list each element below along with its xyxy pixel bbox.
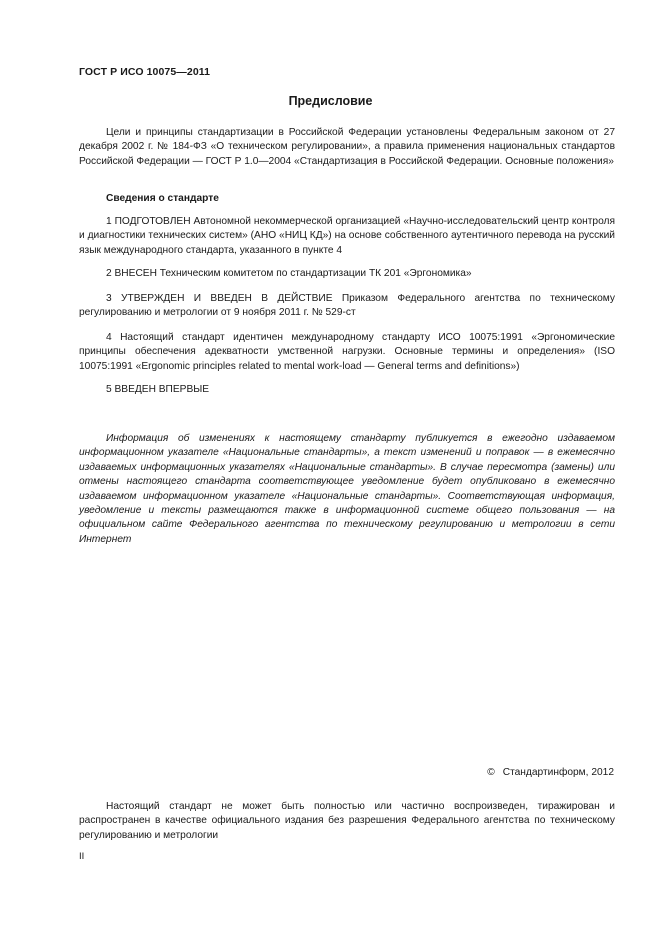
copyright-symbol: © bbox=[487, 767, 495, 778]
page-title: Предисловие bbox=[288, 94, 373, 108]
standard-info-item-1: 1 ПОДГОТОВЛЕН Автономной некоммерческой организацией «Научно-исследовательский центр контроля и диагностики технических систем» (АНО «НИЦ КД») на основе собственного аутентичного перевода на русский язык международного стандарта, указанного в пункте 4 bbox=[79, 216, 615, 256]
standard-info-item-2: 2 ВНЕСЕН Техническим комитетом по стандартизации ТК 201 «Эргономика» bbox=[106, 268, 472, 279]
rights-notice-paragraph: Настоящий стандарт не может быть полностью или частично воспроизведен, тиражирован и распространен в качестве официального издания без разрешения Федерального агентства по техническому регулированию и метрологии bbox=[79, 801, 615, 841]
standard-info-item-3: 3 УТВЕРЖДЕН И ВВЕДЕН В ДЕЙСТВИЕ Приказом Федерального агентства по техническому регулированию и метрологии от 9 ноября 2011 г. № 529-ст bbox=[79, 293, 615, 319]
document-header: ГОСТ Р ИСО 10075—2011 bbox=[79, 66, 211, 78]
standard-info-item-5: 5 ВВЕДЕН ВПЕРВЫЕ bbox=[106, 384, 210, 395]
copyright-line bbox=[487, 767, 614, 778]
page-number: II bbox=[79, 851, 85, 862]
section-heading: Сведения о стандарте bbox=[106, 193, 219, 204]
intro-paragraph: Цели и принципы стандартизации в Российской Федерации установлены Федеральным законом от 27 декабря 2002 г. № 184-ФЗ «О техническом регулировании», а правила применения национальных стандартов Российской Федерации — ГОСТ Р 1.0—2004 «Стандартизация в Российской Федерации. Основные положения» bbox=[79, 127, 615, 167]
changes-notice-paragraph: Информация об изменениях к настоящему стандарту публикуется в ежегодно издаваемом информационном указателе «Национальные стандарты», а текст изменений и поправок — в ежемесячно издаваемых информационных указателях «Национальные стандарты». В случае пересмотра (замены) или отмены настоящего стандарта соответствующее уведомление будет опубликовано в ежемесячно издаваемом информационном указателе «Национальные стандарты». Соответствующая информация, уведомление и тексты размещаются также в информационной системе общего пользования — на официальном сайте Федерального агентства по техническому регулированию и метрологии в сети Интернет bbox=[79, 433, 615, 545]
copyright-text: Стандартинформ, 2012 bbox=[502, 767, 614, 778]
standard-info-item-4: 4 Настоящий стандарт идентичен международному стандарту ИСО 10075:1991 «Эргономические принципы обеспечения адекватности умственной нагрузки. Основные термины и определения» (ISO 10075:1991 «Ergonomic principles related to mental work-load — General terms and definitions») bbox=[79, 332, 615, 372]
